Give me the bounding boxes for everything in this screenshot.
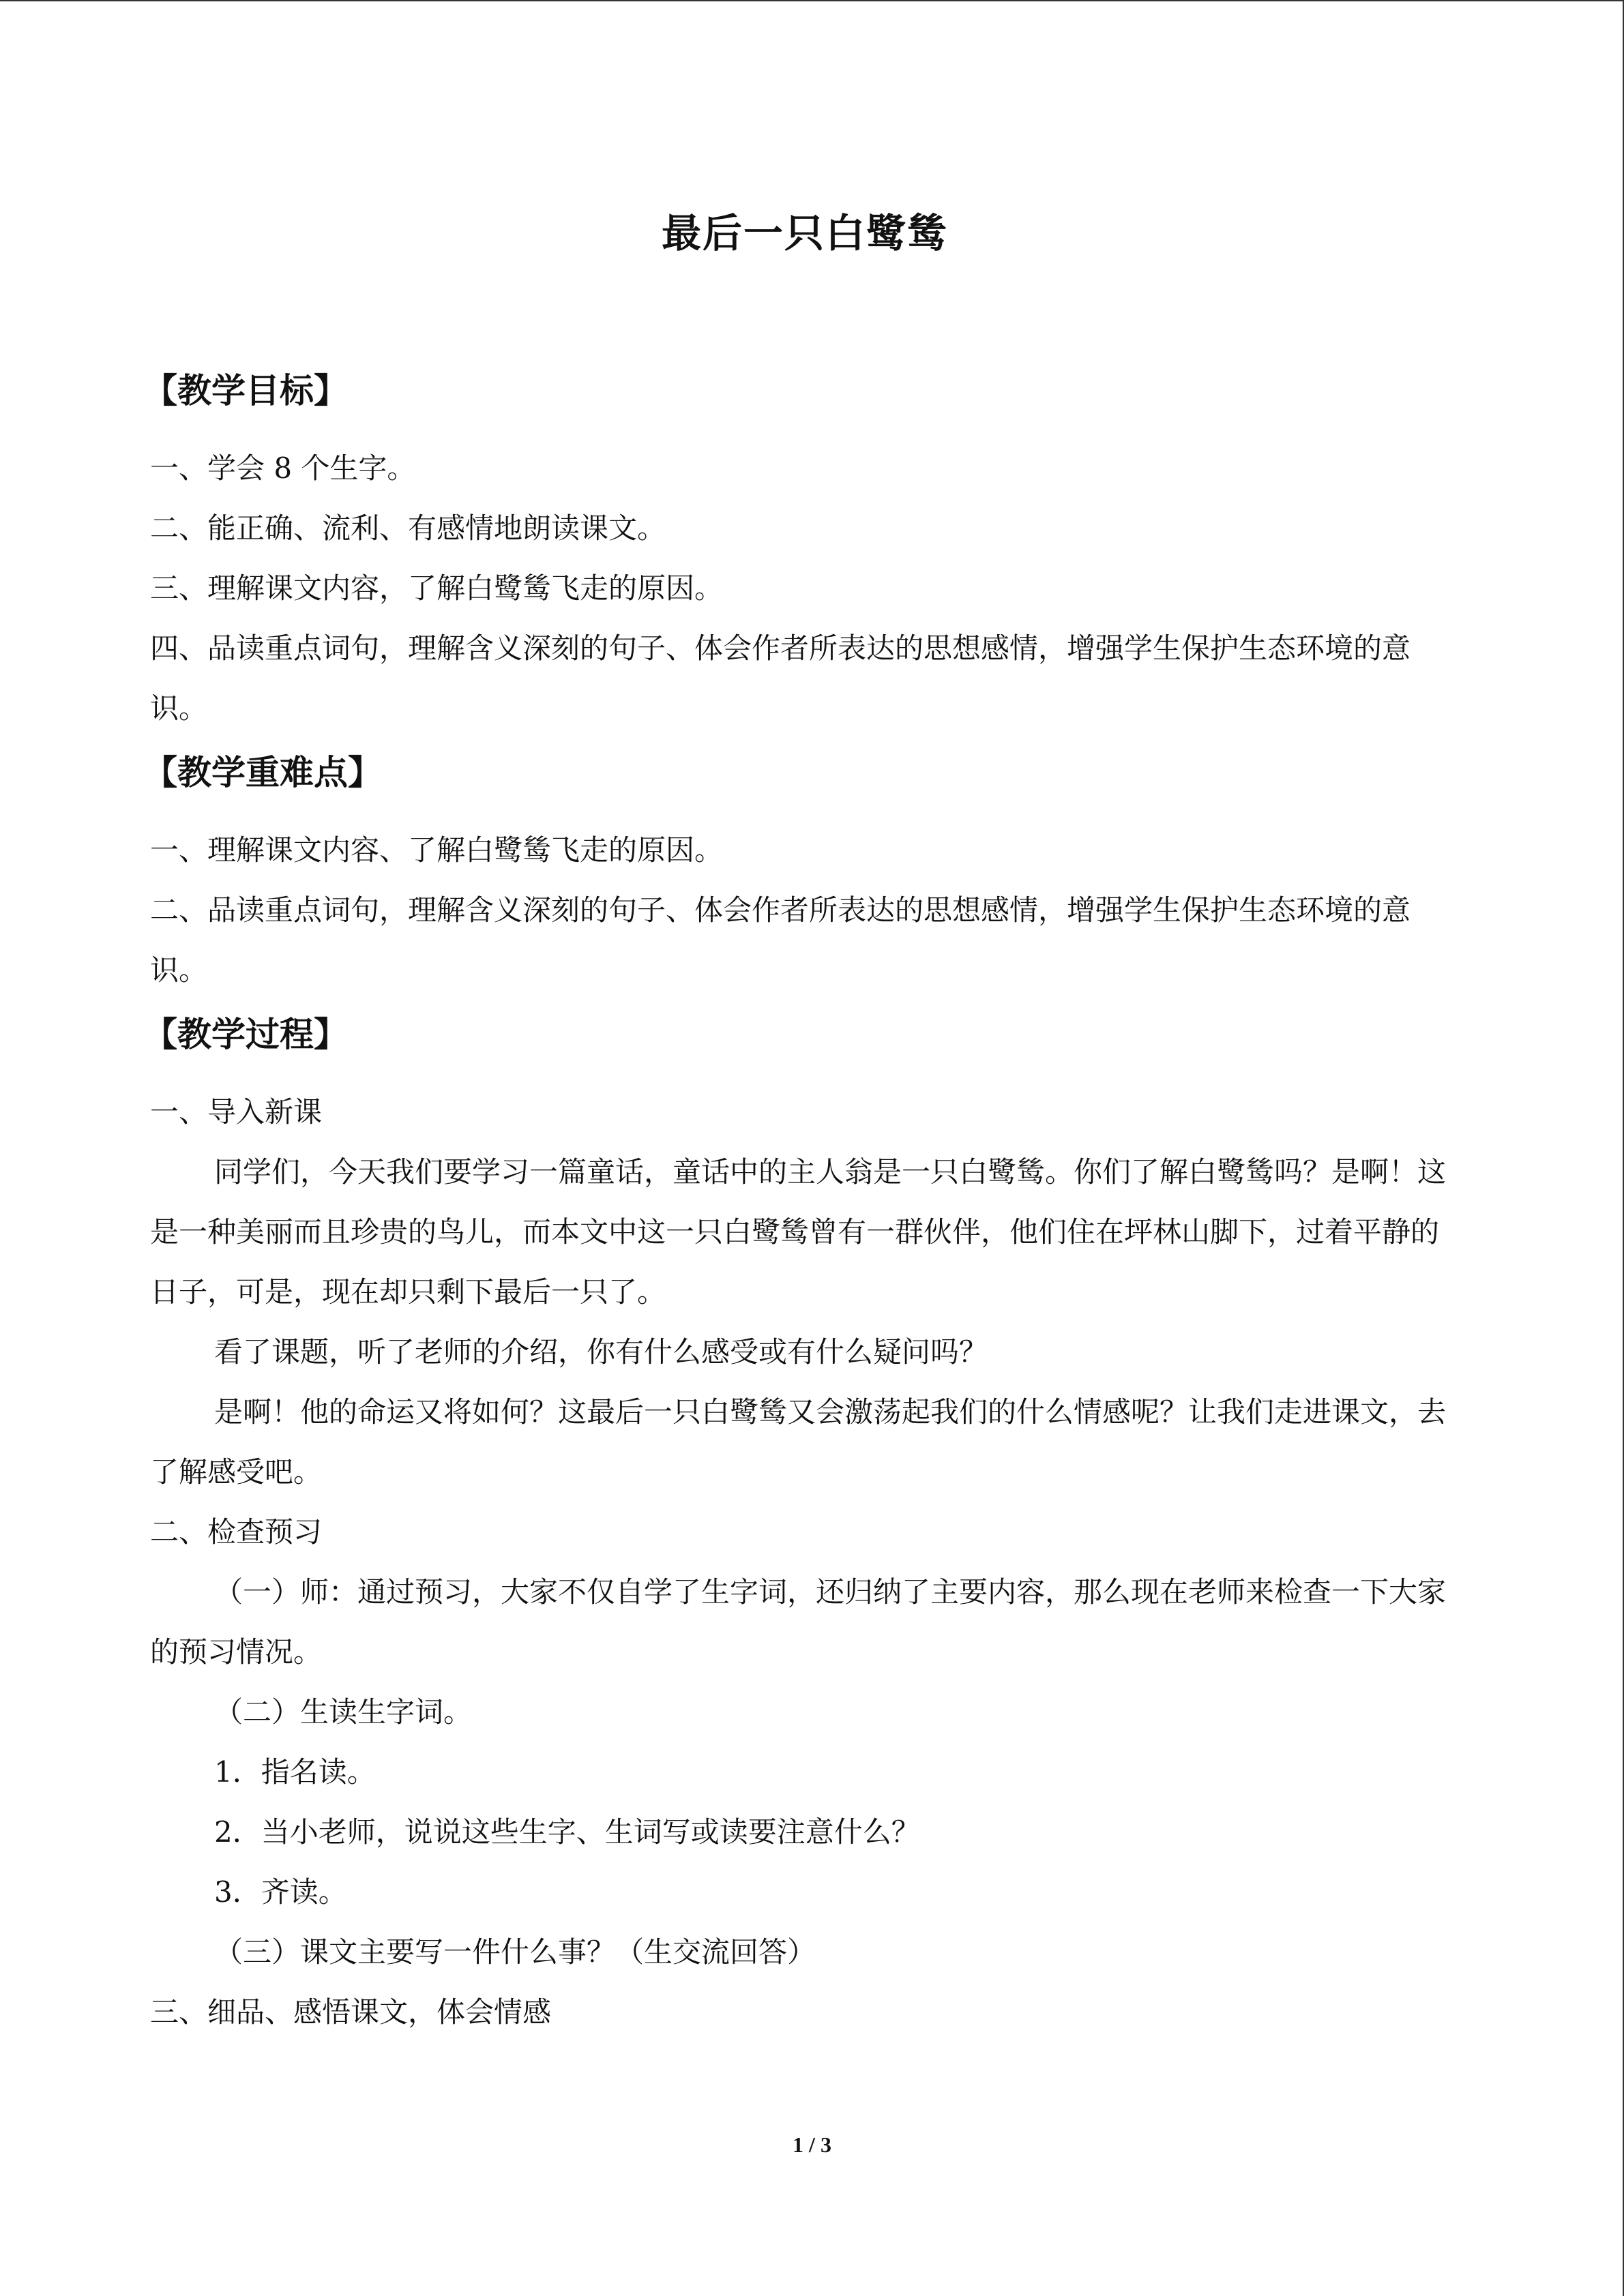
process-step-heading-3: 三、细品、感悟课文，体会情感 [150, 1995, 552, 2029]
keypoint-item-1: 一、理解课文内容、了解白鹭鸶飞走的原因。 [150, 833, 724, 867]
keypoint-item-2: 二、品读重点词句，理解含义深刻的句子、体会作者所表达的思想感情，增强学生保护生态环境的意识。 [150, 893, 1411, 987]
process-paragraph: （三）课文主要写一件什么事？（生交流回答） [214, 1935, 816, 1969]
page-number: 1 / 3 [793, 2132, 831, 2157]
process-step-heading-1: 一、导入新课 [150, 1095, 323, 1129]
section-heading-goals: 【教学目标】 [143, 371, 348, 411]
process-step-heading-2: 二、检查预习 [150, 1515, 323, 1549]
section-heading-keypoints: 【教学重难点】 [143, 753, 382, 793]
process-list-item: 1．指名读。 [214, 1755, 376, 1789]
process-paragraph: 看了课题，听了老师的介绍，你有什么感受或有什么疑问吗？ [214, 1335, 988, 1369]
process-list-item: 2．当小老师，说说这些生字、生词写或读要注意什么？ [214, 1815, 920, 1849]
goal-item-2: 二、能正确、流利、有感情地朗读课文。 [150, 511, 666, 546]
section-heading-process: 【教学过程】 [143, 1015, 348, 1055]
process-paragraph: （二）生读生字词。 [214, 1695, 473, 1729]
goal-item-3: 三、理解课文内容，了解白鹭鸶飞走的原因。 [150, 571, 724, 606]
process-paragraph: （一）师：通过预习，大家不仅自学了生字词，还归纳了主要内容，那么现在老师来检查一下大家的预习情况。 [150, 1575, 1447, 1669]
goal-item-1: 一、学会 8 个生字。 [150, 451, 416, 486]
process-paragraph: 是啊！他的命运又将如何？这最后一只白鹭鸶又会激荡起我们的什么情感呢？让我们走进课文，去了解感受吧。 [150, 1395, 1447, 1489]
document-title: 最后一只白鹭鸶 [661, 210, 948, 256]
process-list-item: 3．齐读。 [214, 1875, 347, 1909]
process-paragraph: 同学们，今天我们要学习一篇童话，童话中的主人翁是一只白鹭鸶。你们了解白鹭鸶吗？是啊！这是一种美丽而且珍贵的鸟儿，而本文中这一只白鹭鸶曾有一群伙伴，他们住在坪林山脚下，过着平静的日子，可是，现在却只剩下最后一只了。 [150, 1155, 1447, 1309]
document-content [143, 206, 1460, 2042]
goal-item-4: 四、品读重点词句，理解含义深刻的句子、体会作者所表达的思想感情，增强学生保护生态环境的意识。 [150, 631, 1411, 726]
